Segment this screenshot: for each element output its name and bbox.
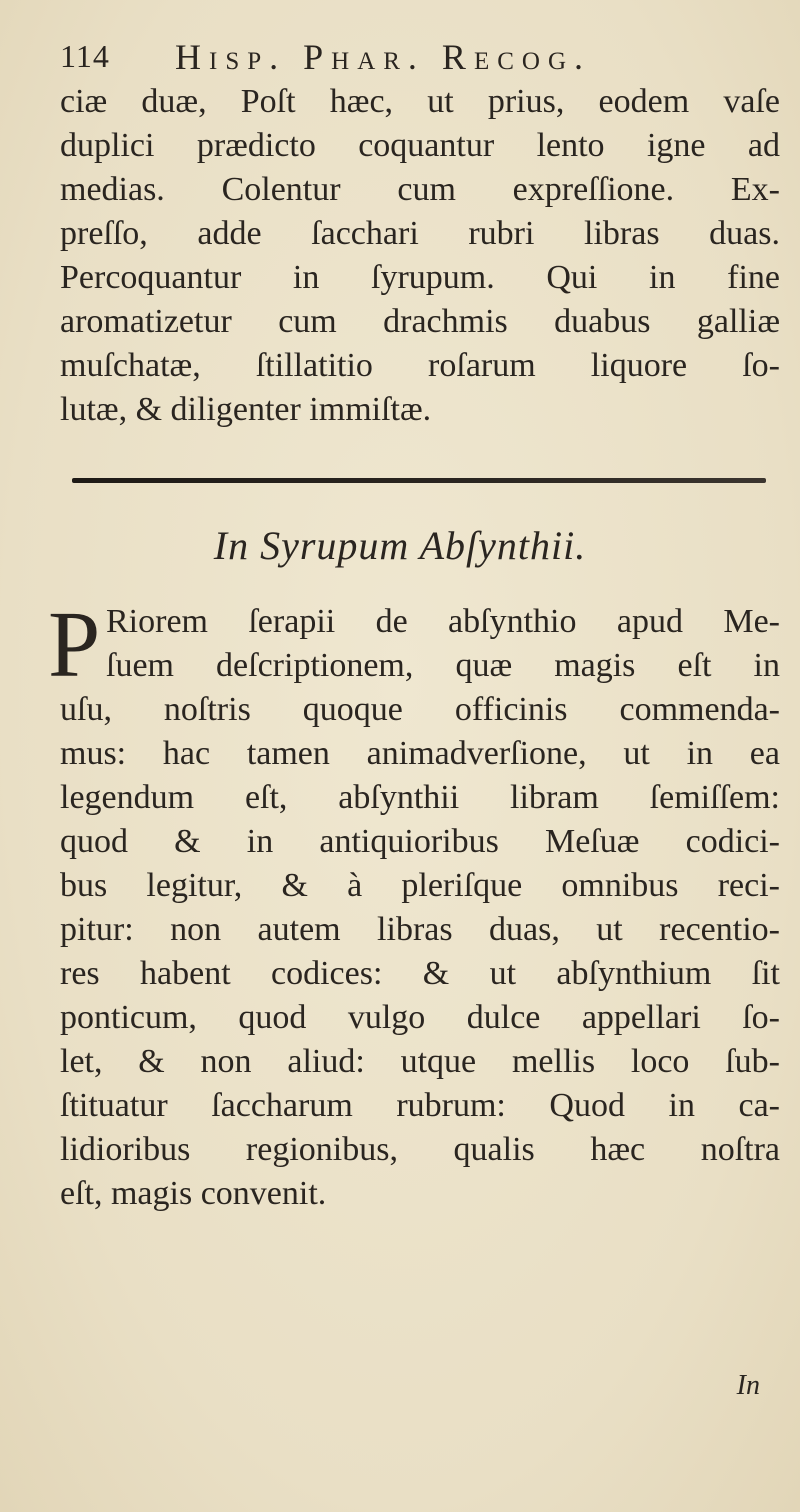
text-line: ſtituatur ſaccharum rubrum: Quod in ca- bbox=[60, 1087, 780, 1124]
text-line: pitur: non autem libras duas, ut recentio- bbox=[60, 911, 780, 948]
drop-capital: P bbox=[48, 593, 101, 697]
continued-paragraph bbox=[60, 80, 780, 432]
text-line: mus: hac tamen animadverſione, ut in ea bbox=[60, 735, 780, 772]
text-line: quod & in antiquioribus Meſuæ codici- bbox=[60, 823, 780, 860]
text-line: Riorem ſerapii de abſynthio apud Me- bbox=[106, 603, 780, 640]
page-number: 114 bbox=[60, 38, 110, 74]
text-line: res habent codices: & ut abſynthium ſit bbox=[60, 955, 780, 992]
text-line: preſſo, adde ſacchari rubri libras duas. bbox=[60, 215, 780, 252]
text-line: eſt, magis convenit. bbox=[60, 1175, 327, 1212]
text-line: legendum eſt, abſynthii libram ſemiſſem: bbox=[60, 779, 780, 816]
text-line: ſuem deſcriptionem, quæ magis eſt in bbox=[106, 647, 780, 684]
text-line: duplici prædicto coquantur lento igne ad bbox=[60, 127, 780, 164]
text-line: uſu, noſtris quoque officinis commenda- bbox=[60, 691, 780, 728]
text-line: let, & non aliud: utque mellis loco ſub- bbox=[60, 1043, 780, 1080]
running-head: Hisp. Phar. Recog. bbox=[175, 37, 592, 77]
section-paragraph bbox=[60, 600, 780, 1216]
section-divider-rule bbox=[72, 478, 766, 483]
text-line: muſchatæ, ſtillatitio roſarum liquore ſo- bbox=[60, 347, 780, 384]
text-line: lidioribus regionibus, qualis hæc noſtra bbox=[60, 1131, 780, 1168]
text-line: aromatizetur cum drachmis duabus galliæ bbox=[60, 303, 780, 340]
text-line: Percoquantur in ſyrupum. Qui in fine bbox=[60, 259, 780, 296]
page-header bbox=[60, 32, 760, 82]
text-line: medias. Colentur cum expreſſione. Ex- bbox=[60, 171, 780, 208]
section-heading: In Syrupum Abſynthii. bbox=[213, 523, 587, 568]
text-line: ciæ duæ, Poſt hæc, ut prius, eodem vaſe bbox=[60, 83, 780, 120]
catchword: In bbox=[736, 1370, 760, 1401]
text-line: lutæ, & diligenter immiſtæ. bbox=[60, 391, 432, 428]
text-line: ponticum, quod vulgo dulce appellari ſo- bbox=[60, 999, 780, 1036]
text-line: bus legitur, & à pleriſque omnibus reci- bbox=[60, 867, 780, 904]
